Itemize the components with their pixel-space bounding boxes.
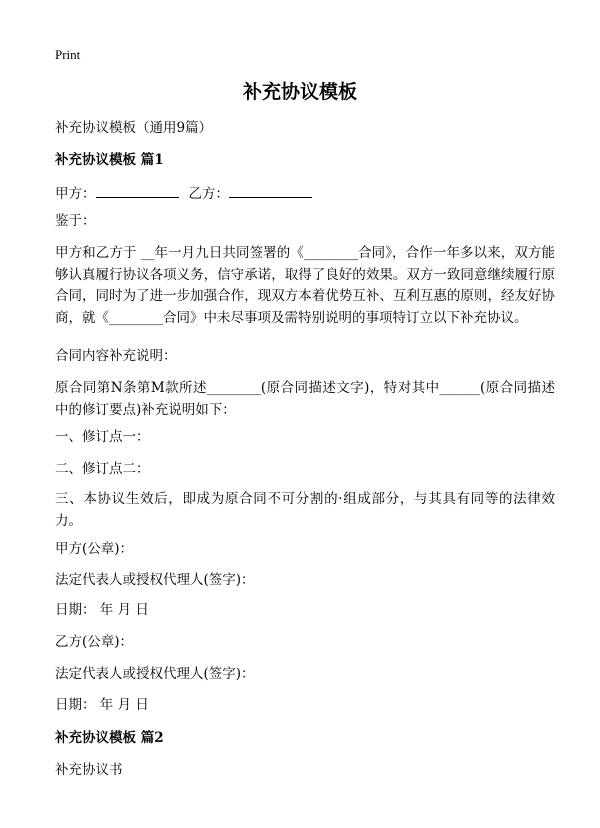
party-a-representative: 法定代表人或授权代理人(签字)： <box>55 572 255 588</box>
party-a-blank <box>96 183 179 198</box>
party-b-date: 日期： 年 月 日 <box>55 697 149 713</box>
document-subtitle: 补充协议模板（通用9篇） <box>55 120 213 136</box>
party-b-seal: 乙方(公章)： <box>55 634 134 650</box>
whereas-label: 鉴于： <box>55 213 96 229</box>
party-a-seal: 甲方(公章)： <box>55 541 134 557</box>
party-a-label: 甲方： <box>55 186 96 202</box>
parties-line <box>55 183 555 205</box>
page-title: 补充协议模板 <box>242 81 357 103</box>
section-2-first-line: 补充协议书 <box>55 762 123 778</box>
party-b-label: 乙方： <box>188 186 229 202</box>
party-b-blank <box>229 183 312 198</box>
clause-intro-paragraph: 原合同第N条第M款所述________(原合同描述文字)，特对其中______(原合同描述中的修订要点)补充说明如下： <box>55 380 555 418</box>
party-b-representative: 法定代表人或授权代理人(签字)： <box>55 666 255 682</box>
revision-item-2: 二、修订点二： <box>55 461 150 477</box>
revision-item-1: 一、修订点一： <box>55 429 150 445</box>
section-heading-1: 补充协议模板 篇1 <box>55 152 164 168</box>
section-heading-2: 补充协议模板 篇2 <box>55 730 164 746</box>
content-heading: 合同内容补充说明： <box>55 348 177 364</box>
print-label: Print <box>55 47 81 62</box>
effect-clause: 三、本协议生效后，即成为原合同不可分割的·组成部分，与其具有同等的法律效力。 <box>55 491 555 529</box>
intro-paragraph: 甲方和乙方于 __年一月九日共同签署的《________合同》，合作一年多以来，双方能够认真履行协议各项义务，信守承诺，取得了良好的效果。双方一致同意继续履行原合同，同时为了进一步加强合作，现双方本着优势互补、互利互惠的原则，经友好协商，就《________合同》中未尽事项及需特别说明的事项特订立以下补充协议。 <box>55 245 555 326</box>
party-a-date: 日期： 年 月 日 <box>55 602 149 618</box>
